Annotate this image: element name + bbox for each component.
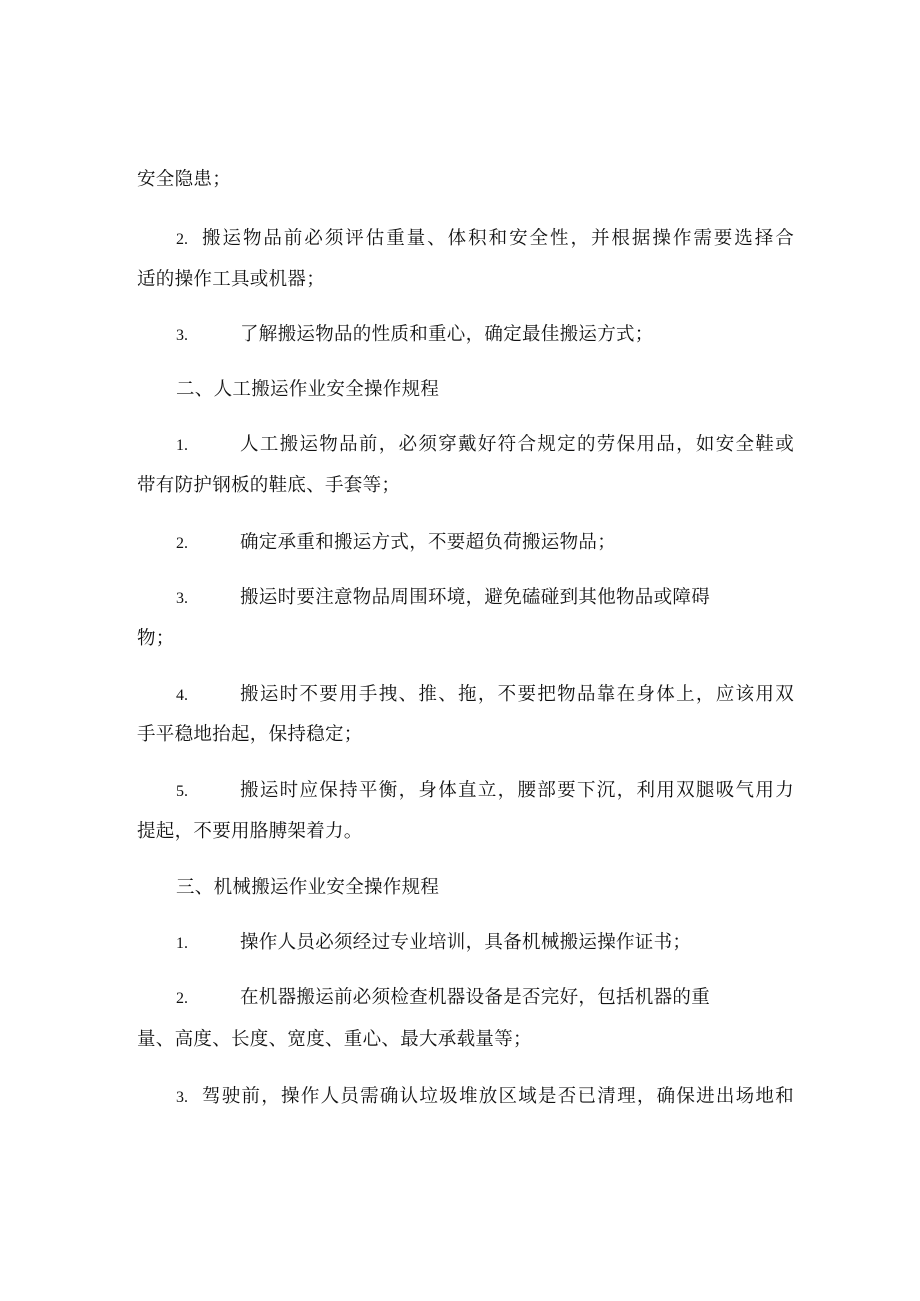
paragraph-line: 量、高度、长度、宽度、重心、最大承载量等； xyxy=(137,1029,532,1050)
list-number: 2. xyxy=(176,990,188,1007)
paragraph-line: 搬运时要注意物品周围环境，避免磕碰到其他物品或障碍 xyxy=(240,587,711,608)
paragraph-line: 驾驶前，操作人员需确认垃圾堆放区域是否已清理，确保进出场地和 xyxy=(202,1086,794,1107)
section-heading: 三、机械搬运作业安全操作规程 xyxy=(176,877,440,898)
list-number: 2. xyxy=(176,231,188,248)
paragraph-line: 手平稳地抬起，保持稳定； xyxy=(137,724,363,745)
list-number: 3. xyxy=(176,1089,188,1106)
paragraph-line: 物； xyxy=(137,628,175,649)
paragraph-line: 带有防护钢板的鞋底、手套等； xyxy=(137,475,401,496)
list-number: 1. xyxy=(176,935,188,952)
paragraph-line: 了解搬运物品的性质和重心，确定最佳搬运方式； xyxy=(240,324,654,345)
paragraph-line: 人工搬运物品前，必须穿戴好符合规定的劳保用品，如安全鞋或 xyxy=(240,434,794,455)
paragraph-line: 搬运时应保持平衡，身体直立，腰部要下沉，利用双腿吸气用力 xyxy=(240,780,794,801)
paragraph-line: 搬运物品前必须评估重量、体积和安全性，并根据操作需要选择合 xyxy=(202,228,794,249)
paragraph-line: 提起，不要用胳膊架着力。 xyxy=(137,821,363,842)
list-number: 4. xyxy=(176,687,188,704)
list-number: 3. xyxy=(176,327,188,344)
paragraph-line: 搬运时不要用手拽、推、拖，不要把物品靠在身体上，应该用双 xyxy=(240,684,794,705)
section-heading: 二、人工搬运作业安全操作规程 xyxy=(176,379,440,400)
list-number: 2. xyxy=(176,535,188,552)
paragraph-line: 确定承重和搬运方式，不要超负荷搬运物品； xyxy=(240,532,617,553)
list-number: 5. xyxy=(176,783,188,800)
paragraph-line: 操作人员必须经过专业培训，具备机械搬运操作证书； xyxy=(240,932,692,953)
paragraph-line: 安全隐患； xyxy=(137,169,232,190)
list-number: 3. xyxy=(176,590,188,607)
paragraph-line: 在机器搬运前必须检查机器设备是否完好，包括机器的重 xyxy=(240,987,711,1008)
paragraph-line: 适的操作工具或机器； xyxy=(137,269,326,290)
list-number: 1. xyxy=(176,437,188,454)
